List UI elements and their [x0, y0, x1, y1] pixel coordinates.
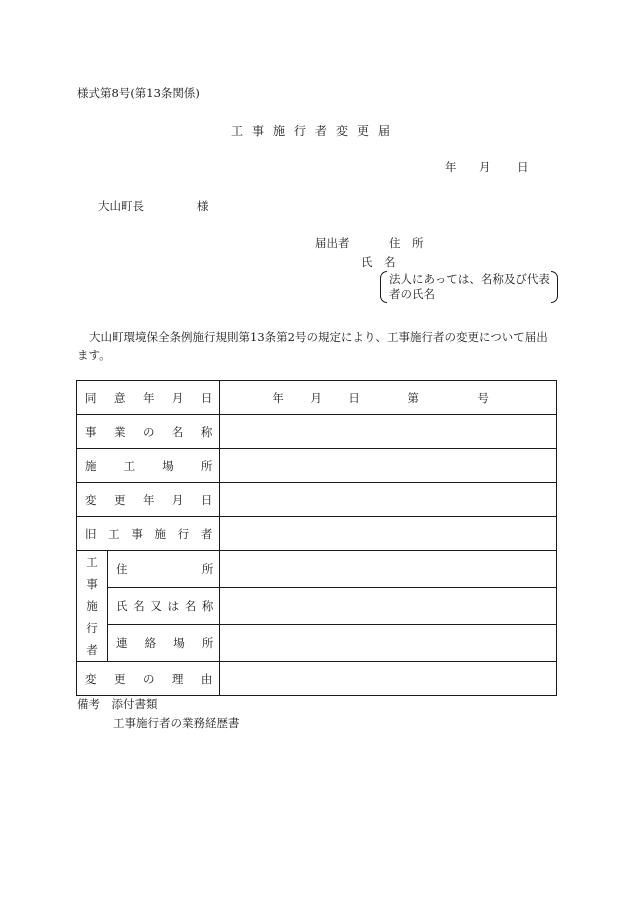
label-char: 変: [85, 492, 97, 507]
label-char: の: [142, 671, 155, 686]
label-char: 意: [113, 390, 126, 405]
label-char: 理: [171, 671, 184, 686]
date-month: 月: [479, 160, 491, 174]
change-reason-label-cell: [77, 662, 220, 696]
vertical-label-char: 工: [86, 555, 98, 569]
consent-year: 年: [272, 390, 284, 405]
label-char: 連: [116, 636, 128, 650]
change-date-label: [77, 492, 219, 508]
label-char: 絡: [144, 636, 157, 650]
change-date-value[interactable]: [220, 483, 557, 517]
applicant-label: 届出者: [315, 236, 350, 250]
label-char: 年: [142, 390, 155, 405]
body-text: 大山町環境保全条例施行規則第13条第2号の規定により、工事施行者の変更について届出ます。: [77, 330, 548, 362]
label-char: 場: [162, 458, 174, 473]
right-bracket: [551, 271, 558, 303]
label-char: 氏: [116, 599, 128, 613]
change-reason-label: [77, 671, 219, 687]
contractor-name-value[interactable]: [220, 588, 557, 625]
label-char: 更: [113, 492, 126, 507]
row-contractor-contact: [77, 625, 557, 662]
row-consent-date: [77, 381, 557, 415]
row-change-date: [77, 483, 557, 517]
label-char: 名: [184, 599, 197, 613]
row-old-contractor: [77, 517, 557, 551]
label-char: 変: [85, 671, 97, 686]
consent-dai: 第: [407, 390, 419, 405]
label-char: 事: [85, 424, 97, 439]
old-contractor-value[interactable]: [220, 517, 557, 551]
site-label: [77, 458, 219, 474]
contractor-address-label: [108, 561, 219, 577]
row-contractor-address: [77, 551, 557, 588]
consent-date-label-cell: [77, 381, 220, 415]
label-char: 工: [123, 458, 136, 473]
project-name-label: [77, 424, 219, 440]
date-day: 日: [517, 160, 529, 174]
left-bracket: [380, 271, 387, 303]
consent-date-label: [77, 390, 219, 406]
label-char: 場: [173, 636, 185, 650]
label-char: 施: [154, 526, 167, 541]
label-char: の: [142, 424, 155, 439]
addressee-name: 大山町長: [98, 199, 144, 213]
remarks-label: 備考 添付書類: [77, 697, 158, 711]
label-char: 又: [150, 599, 162, 613]
label-char: 事: [131, 526, 143, 541]
label-char: 称: [200, 424, 213, 439]
consent-go: 号: [477, 390, 489, 405]
consent-day: 日: [348, 390, 360, 405]
label-char: 名: [171, 424, 184, 439]
consent-date-fields: [220, 390, 556, 406]
project-name-label-cell: [77, 415, 220, 449]
contractor-name-label-cell: [108, 588, 220, 625]
document-title: 工事施行者変更届: [230, 124, 399, 138]
vertical-label-char: 事: [86, 577, 98, 591]
contractor-address-value[interactable]: [220, 551, 557, 588]
label-char: 者: [200, 526, 213, 541]
vertical-label-char: 者: [86, 643, 98, 657]
label-char: 日: [200, 390, 213, 405]
row-project-name: [77, 415, 557, 449]
row-contractor-name: [77, 588, 557, 625]
label-char: 名: [133, 599, 145, 613]
label-char: 称: [201, 599, 214, 613]
consent-date-value[interactable]: [220, 381, 557, 415]
label-char: 月: [171, 390, 184, 405]
applicant-name-label: 氏 名: [361, 255, 396, 269]
label-char: 工: [108, 526, 120, 541]
label-char: 所: [201, 562, 214, 576]
label-char: 年: [142, 492, 155, 507]
submission-date: [445, 160, 529, 174]
addressee-honorific: 様: [197, 199, 209, 213]
label-char: 旧: [85, 526, 97, 541]
label-char: 日: [200, 492, 213, 507]
row-site: [77, 449, 557, 483]
label-char: 月: [171, 492, 184, 507]
applicant-address-label: 住 所: [389, 236, 424, 250]
change-date-label-cell: [77, 483, 220, 517]
contractor-name-label: [108, 598, 219, 614]
contractor-contact-label-cell: [108, 625, 220, 662]
contractor-contact-label: [108, 635, 219, 651]
consent-month: 月: [310, 390, 322, 405]
contractor-contact-value[interactable]: [220, 625, 557, 662]
corporate-note: [380, 271, 558, 303]
notification-table: [76, 380, 557, 696]
label-char: 同: [85, 390, 97, 405]
label-char: 行: [177, 526, 190, 541]
corporate-note-text: 法人にあっては、名称及び代表者の氏名: [389, 272, 550, 301]
vertical-label-char: 行: [86, 621, 98, 635]
label-char: 由: [200, 671, 213, 686]
old-contractor-label-cell: [77, 517, 220, 551]
label-char: 更: [113, 671, 126, 686]
date-year: 年: [445, 160, 457, 174]
form-number: 様式第8号(第13条関係): [77, 86, 200, 100]
old-contractor-label: [77, 526, 219, 542]
label-char: 所: [201, 636, 214, 650]
label-char: は: [167, 599, 180, 613]
vertical-label-char: 施: [86, 599, 98, 613]
site-value[interactable]: [220, 449, 557, 483]
project-name-value[interactable]: [220, 415, 557, 449]
label-char: 住: [116, 562, 128, 576]
label-char: 施: [85, 458, 97, 473]
site-label-cell: [77, 449, 220, 483]
row-change-reason: [77, 662, 557, 696]
contractor-address-label-cell: [108, 551, 220, 588]
label-char: 業: [113, 424, 126, 439]
label-char: 所: [200, 458, 213, 473]
contractor-group-label: [77, 551, 108, 662]
change-reason-value[interactable]: [220, 662, 557, 696]
remarks-item: 工事施行者の業務経歴書: [113, 716, 240, 730]
